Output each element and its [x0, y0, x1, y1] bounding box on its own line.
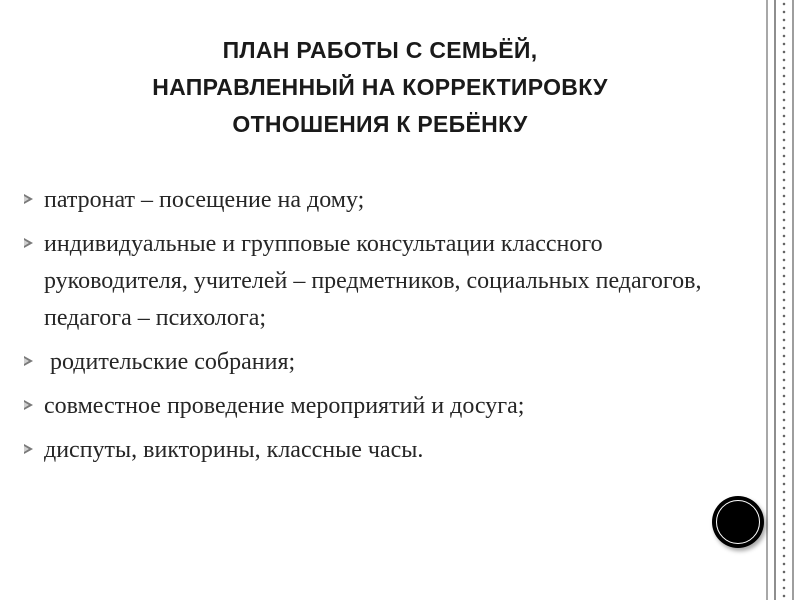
- arrow-bullet-icon: [24, 444, 33, 454]
- side-border-line: [774, 0, 776, 600]
- bullet-list: [20, 182, 750, 476]
- list-item: [20, 388, 750, 425]
- list-item-text: индивидуальные и групповые консультации классного руководителя, учителей – предметников, социальных педагогов, педагога – психолога;: [44, 231, 702, 331]
- side-border-dots: [780, 0, 788, 600]
- arrow-bullet-icon: [24, 238, 33, 248]
- list-item: [20, 182, 750, 219]
- arrow-bullet-icon: [24, 400, 33, 410]
- list-item: [20, 344, 750, 381]
- side-border-line: [766, 0, 768, 600]
- arrow-bullet-icon: [24, 356, 33, 366]
- list-item-text: патронат – посещение на дому;: [44, 187, 365, 213]
- list-item-text: диспуты, викторины, классные часы.: [44, 437, 424, 463]
- list-item: [20, 432, 750, 469]
- slide-title-line: НАПРАВЛЕННЫЙ НА КОРРЕКТИРОВКУ: [152, 74, 608, 100]
- arrow-bullet-icon: [24, 194, 33, 204]
- slide-title: [20, 32, 740, 143]
- list-item-text: совместное проведение мероприятий и досуга;: [44, 393, 525, 419]
- slide-title-line: ОТНОШЕНИЯ К РЕБЁНКУ: [232, 111, 528, 137]
- side-border-line: [792, 0, 794, 600]
- list-item: [20, 226, 750, 337]
- list-item-text: родительские собрания;: [44, 349, 296, 375]
- slide-nav-circle-icon[interactable]: [712, 496, 764, 548]
- slide-title-line: ПЛАН РАБОТЫ С СЕМЬЁЙ,: [222, 37, 538, 63]
